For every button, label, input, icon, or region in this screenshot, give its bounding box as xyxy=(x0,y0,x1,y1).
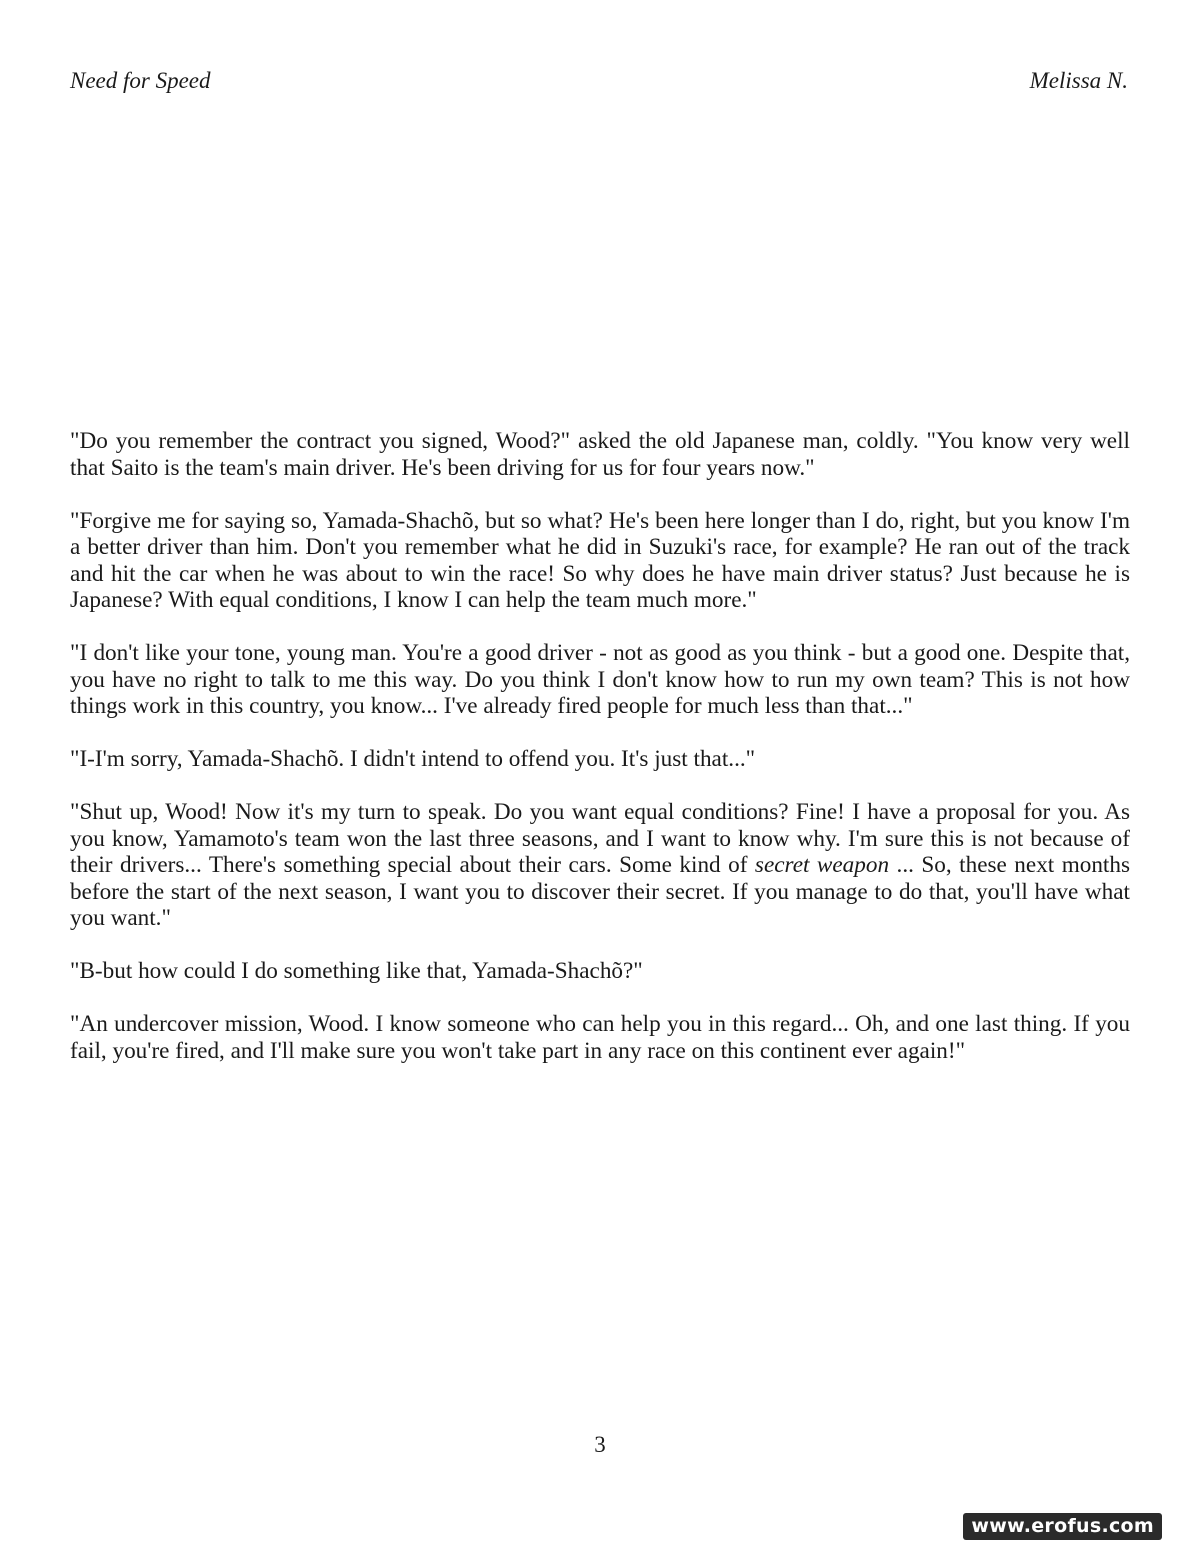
paragraph-text: ... So, these next months before the start of the next season, I want you to discover their secret. If you manage to do that, you'll have what you want." xyxy=(70,852,1130,931)
paragraph: "I don't like your tone, young man. You're a good driver - not as good as you think - but a good one. Despite that, you have no right to talk to me this way. Do you think I don't know how to run my own team? This is not how things work in this country, you know... I've already fired people for much less than that..." xyxy=(70,640,1130,719)
page-number: 3 xyxy=(594,1432,606,1457)
paragraph xyxy=(70,799,1130,932)
header-author: Melissa N. xyxy=(1029,68,1128,93)
paragraph: "An undercover mission, Wood. I know someone who can help you in this regard... Oh, and one last thing. If you fail, you're fired, and I'll make sure you won't take part in any race on this continent ever again!" xyxy=(70,1011,1130,1064)
paragraph: "B-but how could I do something like that, Yamada-Shachõ?" xyxy=(70,958,643,984)
header-title: Need for Speed xyxy=(70,68,211,93)
paragraph-text: "Shut up, Wood! Now it's my turn to speak. Do you want equal conditions? Fine! I have a proposal for you. As you know, Yamamoto's team won the last three seasons, and I want to know why. I'm sure this is not because of their drivers... There's something special about their cars. Some kind of xyxy=(70,799,1130,878)
story-body xyxy=(70,428,1130,1091)
watermark: www.erofus.com xyxy=(963,1513,1162,1540)
paragraph: "Do you remember the contract you signed, Wood?" asked the old Japanese man, coldly. "You know very well that Saito is the team's main driver. He's been driving for us for four years now." xyxy=(70,428,1130,481)
paragraph: "Forgive me for saying so, Yamada-Shachõ, but so what? He's been here longer than I do, right, but you know I'm a better driver than him. Don't you remember what he did in Suzuki's race, for example? He ran out of the track and hit the car when he was about to win the race! So why does he have main driver status? Just because he is Japanese? With equal conditions, I know I can help the team much more." xyxy=(70,507,1130,613)
emphasized-text: secret weapon xyxy=(754,852,890,878)
paragraph: "I-I'm sorry, Yamada-Shachõ. I didn't intend to offend you. It's just that..." xyxy=(70,746,756,772)
